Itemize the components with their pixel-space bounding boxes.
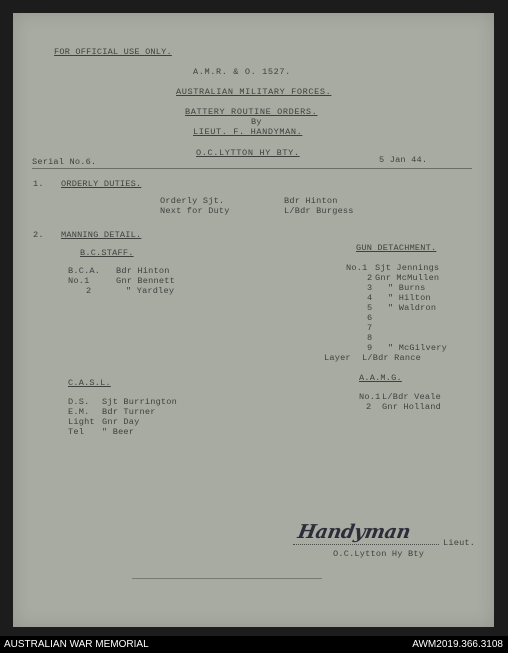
aamg-position: 2 [366, 402, 372, 412]
gun-detachment-heading: GUN DETACHMENT. [356, 243, 437, 253]
aamg-heading: A.A.M.G. [359, 373, 402, 383]
issuing-officer: LIEUT. F. HANDYMAN. [193, 127, 303, 137]
signature-line [293, 544, 439, 545]
gun-crew-name: " McGilvery [388, 343, 447, 353]
aamg-name: L/Bdr Veale [382, 392, 441, 402]
duty-name: L/Bdr Burgess [284, 206, 354, 216]
gun-crew-name: " Waldron [388, 303, 437, 313]
aamg-position: No.1 [359, 392, 381, 402]
classification: FOR OFFICIAL USE ONLY. [54, 47, 172, 57]
duty-name: Bdr Hinton [284, 196, 338, 206]
section-2-title: MANNING DETAIL. [61, 230, 142, 240]
gun-crew-name: " Burns [388, 283, 426, 293]
signature-unit: O.C.Lytton Hy Bty [333, 549, 425, 559]
gun-position: 7 [367, 323, 373, 333]
bc-staff-name: Bdr Hinton [116, 266, 170, 276]
force-heading: AUSTRALIAN MILITARY FORCES. [176, 87, 332, 97]
bottom-rule [132, 578, 322, 579]
unit-heading: O.C.LYTTON HY BTY. [196, 148, 300, 158]
aamg-name: Gnr Holland [382, 402, 441, 412]
gun-crew-name: Gnr McMullen [375, 273, 440, 283]
signature-rank: Lieut. [443, 538, 476, 548]
gun-position: 2 [367, 273, 373, 283]
section-1-number: 1. [33, 179, 44, 189]
casl-name: Bdr Turner [102, 407, 156, 417]
bc-staff-name: " Yardley [126, 286, 175, 296]
gun-position: 6 [367, 313, 373, 323]
document-page [13, 13, 494, 627]
casl-name: " Beer [102, 427, 135, 437]
archive-footer [0, 636, 508, 653]
by-line: By [251, 117, 262, 127]
casl-position: Tel [68, 427, 85, 437]
casl-position: E.M. [68, 407, 90, 417]
footer-institution: AUSTRALIAN WAR MEMORIAL [4, 639, 149, 650]
casl-name: Gnr Day [102, 417, 140, 427]
bc-staff-position: B.C.A. [68, 266, 101, 276]
gun-crew-name: Sjt Jennings [375, 263, 440, 273]
gun-position: 8 [367, 333, 373, 343]
orders-title: BATTERY ROUTINE ORDERS. [185, 107, 318, 117]
bc-staff-name: Gnr Bennett [116, 276, 175, 286]
duty-role: Next for Duty [160, 206, 230, 216]
casl-name: Sjt Burrington [102, 397, 177, 407]
casl-position: D.S. [68, 397, 90, 407]
section-2-number: 2. [33, 230, 44, 240]
gun-position: Layer [324, 353, 351, 363]
section-1-title: ORDERLY DUTIES. [61, 179, 142, 189]
reference: A.M.R. & O. 1527. [193, 67, 291, 77]
gun-position: 5 [367, 303, 373, 313]
casl-position: Light [68, 417, 95, 427]
casl-heading: C.A.S.L. [68, 378, 111, 388]
header-rule [32, 168, 472, 169]
bc-staff-position: 2 [86, 286, 92, 296]
handwritten-signature: Handyman [296, 521, 413, 543]
gun-crew-name: L/Bdr Rance [362, 353, 421, 363]
footer-accession-number: AWM2019.366.3108 [412, 639, 503, 650]
gun-position: 4 [367, 293, 373, 303]
gun-position: 3 [367, 283, 373, 293]
bc-staff-position: No.1 [68, 276, 90, 286]
bc-staff-heading: B.C.STAFF. [80, 248, 134, 258]
gun-position: No.1 [346, 263, 368, 273]
gun-crew-name: " Hilton [388, 293, 431, 303]
gun-position: 9 [367, 343, 373, 353]
order-date: 5 Jan 44. [379, 155, 428, 165]
duty-role: Orderly Sjt. [160, 196, 225, 206]
serial-number: Serial No.6. [32, 157, 97, 167]
